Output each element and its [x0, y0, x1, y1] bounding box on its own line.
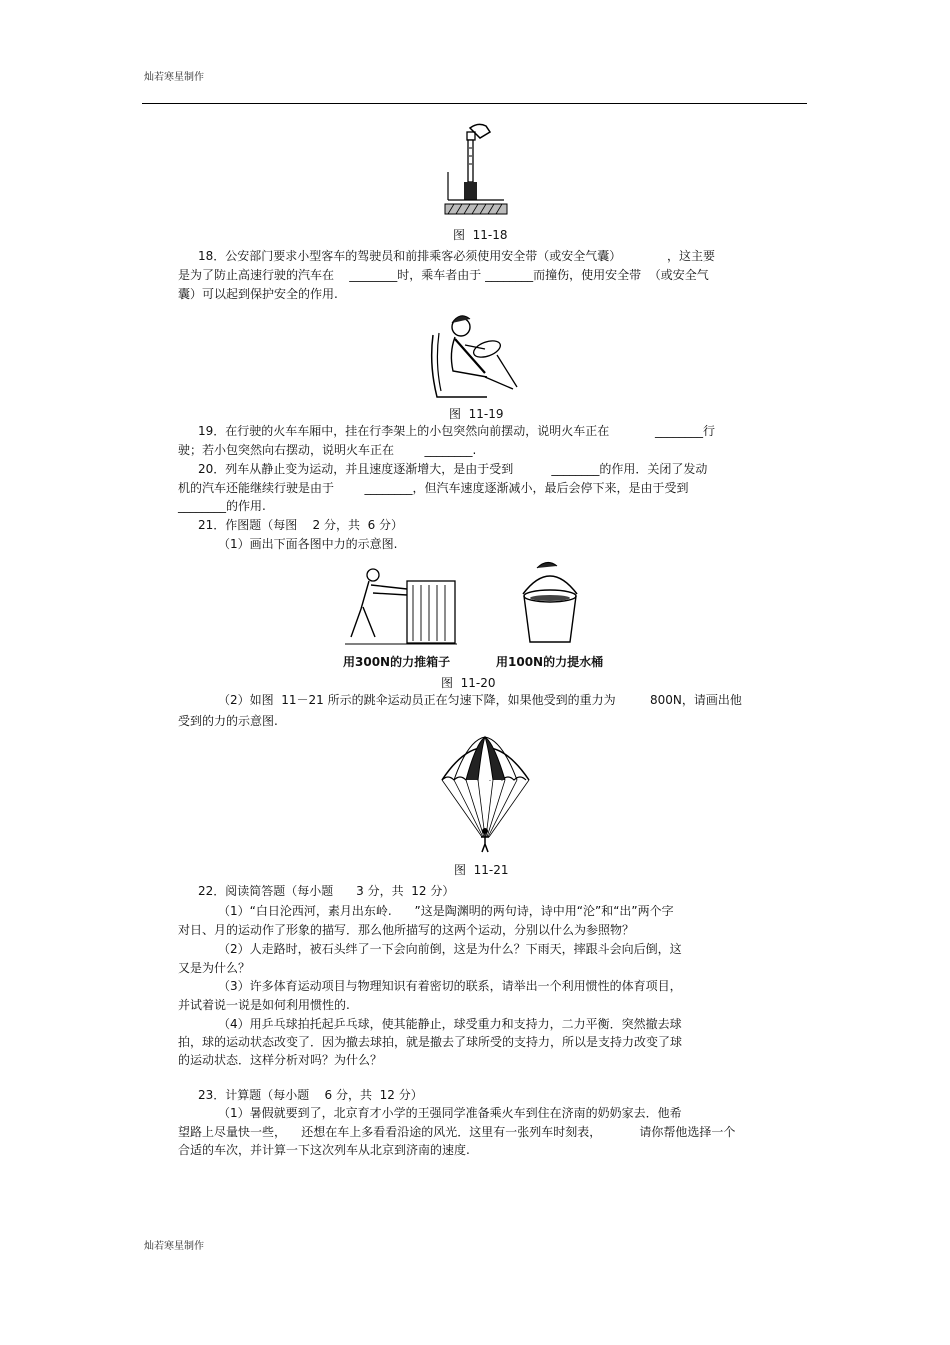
header-rule: [142, 103, 807, 104]
figure-11-21-caption: 图 11-21: [454, 863, 509, 877]
q22-line-10: 的运动状态．这样分析对吗？为什么？: [178, 1053, 383, 1067]
figure-11-19-image: [425, 305, 525, 402]
q20-line-1: 20．列车从静止变为运动，并且速度逐渐增大，是由于受到 ________的作用．关闭了发动: [198, 462, 708, 476]
q23-line-4: 合适的车次，并计算一下这次列车从北京到济南的速度.: [178, 1143, 470, 1157]
q18-line-2: 是为了防止高速行驶的汽车在 ________时，乘车者由于 ________而撞伤，使用安全带 （或安全气: [178, 268, 709, 282]
q19-line-1: 19．在行驶的火车车厢中，挂在行李架上的小包突然向前摆动，说明火车正在 ________行: [198, 424, 716, 438]
figure-11-18-image: [440, 120, 510, 220]
q22-line-1: 22．阅读简答题（每小题 3 分，共 12 分）: [198, 884, 455, 898]
q22-line-9: 拍，球的运动状态改变了．因为撤去球拍，就是撤去了球所受的支持力，所以是支持力改变了球: [178, 1035, 683, 1049]
q20-line-3: ________的作用.: [178, 499, 266, 513]
q22-line-4: （2）人走路时，被石头绊了一下会向前倒，这是为什么？下雨天，摔跟斗会向后倒，这: [218, 942, 682, 956]
q22-line-2: （1）“白日沦西河，素月出东岭. ”这是陶渊明的两句诗，诗中用“沦”和“出”两个字: [218, 904, 674, 918]
figure-11-21-image: [438, 735, 533, 855]
q22-line-7: 并试着说一说是如何利用惯性的.: [178, 998, 350, 1012]
q21-line-1: 21．作图题（每图 2 分，共 6 分）: [198, 518, 404, 532]
q21-line-3: （2）如图 11－21 所示的跳伞运动员正在匀速下降，如果他受到的重力为 800N，请画出他: [218, 693, 742, 707]
figure-11-20-caption: 图 11-20: [441, 676, 496, 690]
figure-11-19-caption: 图 11-19: [449, 407, 504, 421]
page-header: 灿若寒星制作: [144, 72, 204, 83]
q22-line-8: （4）用乒乓球拍托起乒乓球，使其能静止，球受重力和支持力，二力平衡．突然撤去球: [218, 1017, 682, 1031]
q18-line-3: 囊）可以起到保护安全的作用.: [178, 287, 338, 301]
q23-line-2: （1）暑假就要到了，北京育才小学的王强同学准备乘火车到住在济南的奶奶家去．他希: [218, 1106, 682, 1120]
q20-line-2: 机的汽车还能继续行驶是由于 ________，但汽车速度逐渐减小，最后会停下来，是由于受到: [178, 481, 689, 495]
q22-line-5: 又是为什么？: [178, 961, 251, 975]
q22-line-3: 对日、月的运动作了形象的描写．那么他所描写的这两个运动，分别以什么为参照物？: [178, 923, 635, 937]
page-footer: 灿若寒星制作: [144, 1241, 204, 1252]
q21-line-2: （1）画出下面各图中力的示意图.: [218, 537, 398, 551]
q19-line-2: 驶；若小包突然向右摆动，说明火车正在 ________.: [178, 443, 477, 457]
q23-line-3: 望路上尽量快一些， 还想在车上多看看沿途的风光．这里有一张列车时刻表， 请你帮他选择一个: [178, 1125, 736, 1139]
figure-11-20-label-left: 用300N的力推箱子: [343, 655, 451, 669]
figure-11-20-bucket-image: [515, 558, 585, 648]
q22-line-6: （3）许多体育运动项目与物理知识有着密切的联系，请举出一个利用惯性的体育项目，: [218, 979, 682, 993]
q23-line-1: 23．计算题（每小题 6 分，共 12 分）: [198, 1088, 423, 1102]
figure-11-20-label-right: 用100N的力提水桶: [496, 655, 604, 669]
figure-11-18-caption: 图 11-18: [453, 228, 508, 242]
q18-line-1: 18．公安部门要求小型客车的驾驶员和前排乘客必须使用安全带（或安全气囊） ，这主要: [198, 249, 716, 263]
q21-line-4: 受到的力的示意图.: [178, 714, 278, 728]
figure-11-20-push-box-image: [345, 565, 460, 655]
